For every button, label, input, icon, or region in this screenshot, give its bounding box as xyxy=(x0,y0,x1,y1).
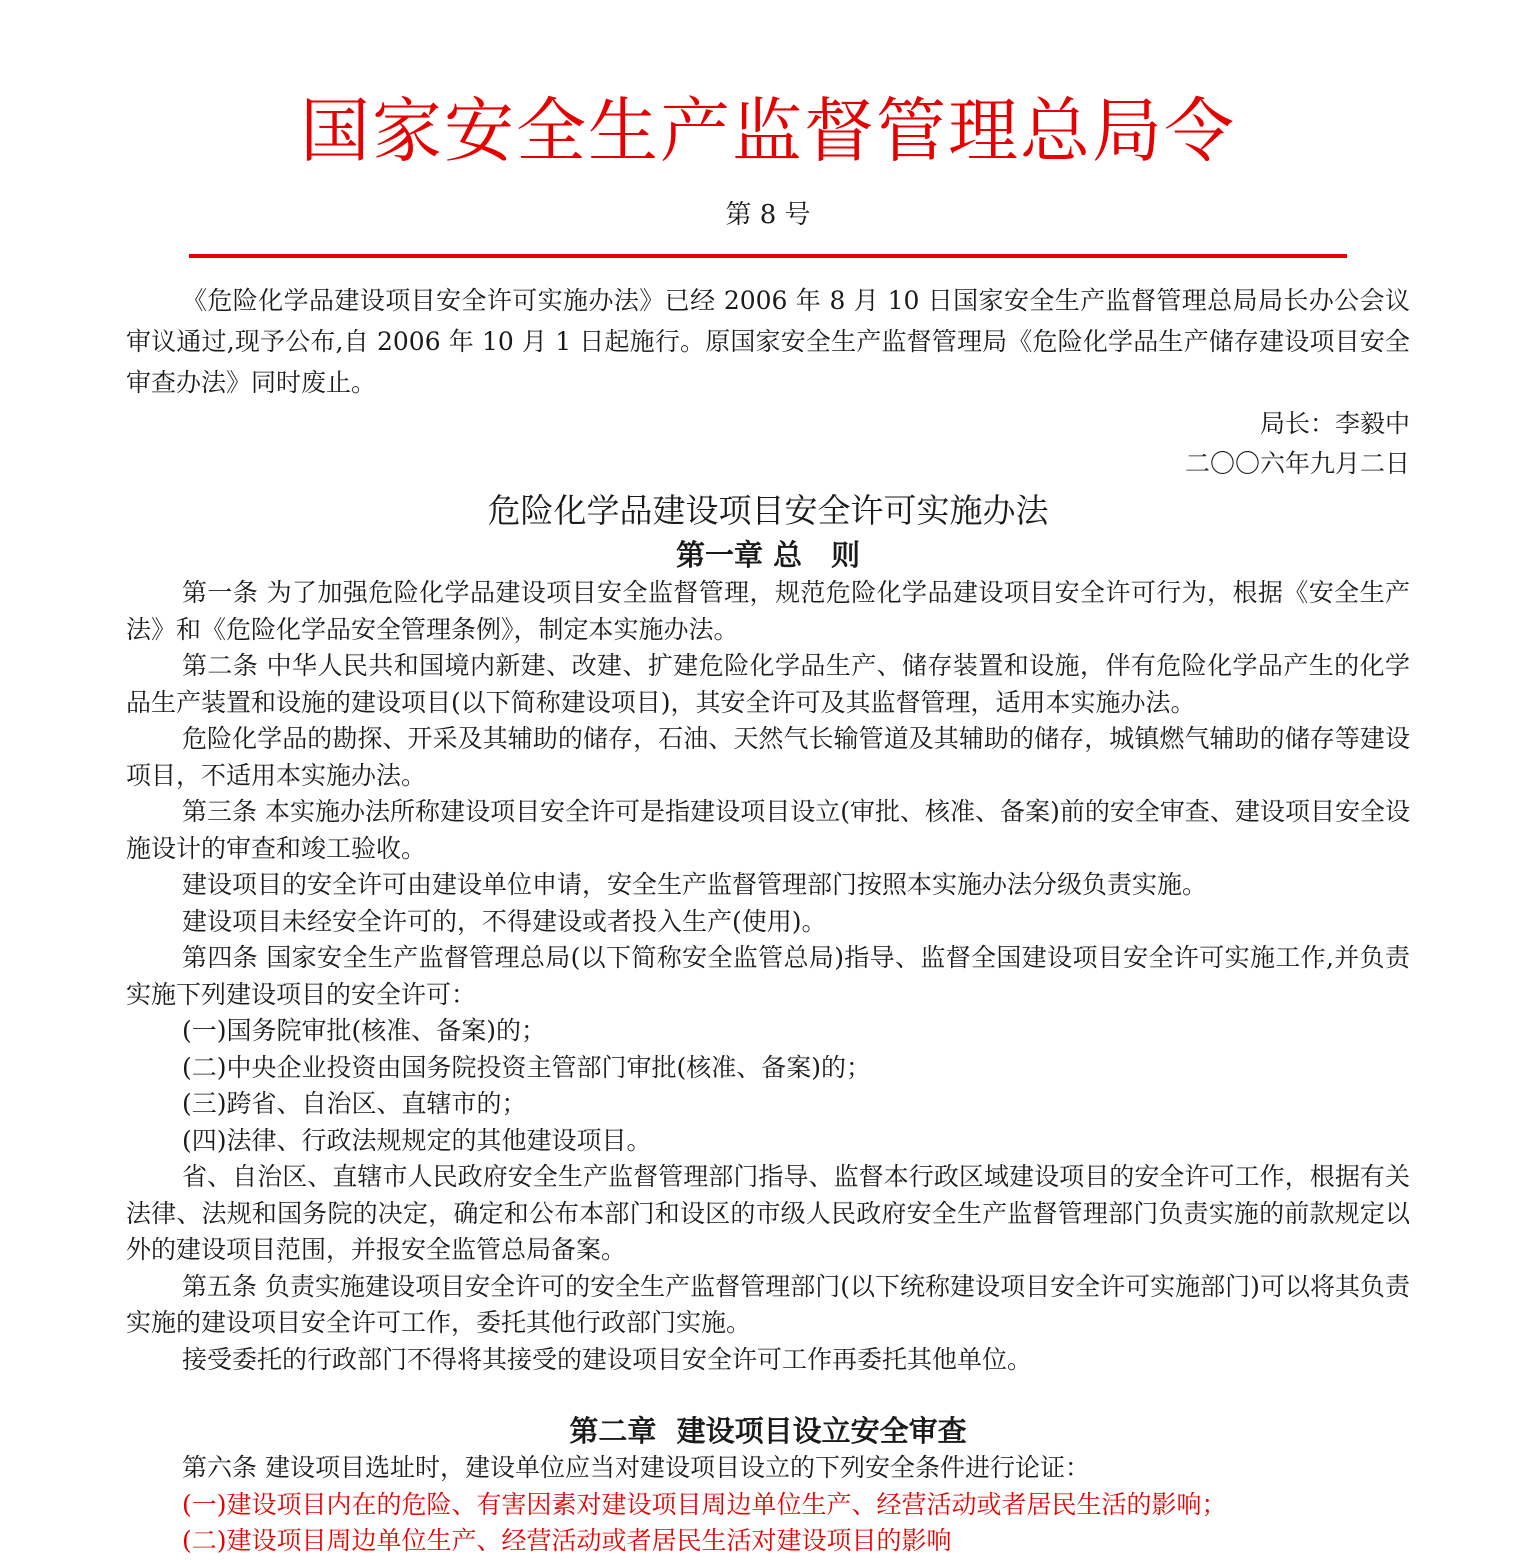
director-signature: 局长：李毅中 xyxy=(1259,409,1410,438)
chapter-2-body xyxy=(126,1450,1410,1560)
article-1: 第一条 为了加强危险化学品建设项目安全监督管理，规范危险化学品建设项目安全许可行为，根据《安全生产法》和《危险化学品安全管理条例》，制定本实施办法。 xyxy=(126,578,1410,644)
article-6-item-2: (二)建设项目周边单位生产、经营活动或者居民生活对建设项目的影响 xyxy=(182,1526,952,1555)
preamble-paragraph: 《危险化学品建设项目安全许可实施办法》已经 2006 年 8 月 10 日国家安全生产监督管理总局局长办公会议审议通过,现予公布,自 2006 年 10 月 1 日起施行。原国家安全生产监督管理局《危险化学品生产储存建设项目安全审查办法》同时废止。 xyxy=(126,286,1410,397)
chapter-1-heading: 第一章 总 则 xyxy=(675,538,861,572)
article-5-paragraph-2: 接受委托的行政部门不得将其接受的建设项目安全许可工作再委托其他单位。 xyxy=(182,1344,1033,1374)
article-5: 第五条 负责实施建设项目安全许可的安全生产监督管理部门(以下统称建设项目安全许可实施部门)可以将其负责实施的建设项目安全许可工作，委托其他行政部门实施。 xyxy=(126,1271,1410,1337)
article-6-item-1: (一)建设项目内在的危险、有害因素对建设项目周边单位生产、经营活动或者居民生活的影响； xyxy=(182,1489,1227,1519)
article-3-paragraph-2: 建设项目的安全许可由建设单位申请，安全生产监督管理部门按照本实施办法分级负责实施。 xyxy=(182,870,1208,899)
article-4-paragraph-2: 省、自治区、直辖市人民政府安全生产监督管理部门指导、监督本行政区域建设项目的安全许可工作，根据有关法律、法规和国务院的决定，确定和公布本部门和设区的市级人民政府安全生产监督管理部门负责实施的前款规定以外的建设项目范围，并报安全监管总局备案。 xyxy=(126,1162,1410,1264)
article-4-item-4: (四)法律、行政法规规定的其他建设项目。 xyxy=(182,1125,652,1155)
article-2: 第二条 中华人民共和国境内新建、改建、扩建危险化学品生产、储存装置和设施，伴有危险化学品产生的化学品生产装置和设施的建设项目(以下简称建设项目)，其安全许可及其监督管理，适用本实施办法。 xyxy=(126,651,1410,717)
chapter-1-body xyxy=(126,575,1410,1378)
decree-title: 国家安全生产监督管理总局令 xyxy=(300,90,1236,172)
article-3: 第三条 本实施办法所称建设项目安全许可是指建设项目设立(审批、核准、备案)前的安全审查、建设项目安全设施设计的审查和竣工验收。 xyxy=(126,797,1410,863)
article-4-item-2: (二)中央企业投资由国务院投资主管部门审批(核准、备案)的； xyxy=(182,1052,872,1082)
red-divider xyxy=(189,254,1347,258)
article-4-item-1: (一)国务院审批(核准、备案)的； xyxy=(182,1016,547,1045)
document-title: 危险化学品建设项目安全许可实施办法 xyxy=(487,491,1049,530)
article-4-item-3: (三)跨省、自治区、直辖市的； xyxy=(182,1089,527,1118)
article-6: 第六条 建设项目选址时，建设单位应当对建设项目设立的下列安全条件进行论证： xyxy=(182,1453,1090,1482)
decree-number: 第 8 号 xyxy=(725,200,811,230)
signature-date: 二〇〇六年九月二日 xyxy=(1184,449,1410,478)
article-4: 第四条 国家安全生产监督管理总局(以下简称安全监管总局)指导、监督全国建设项目安全许可实施工作,并负责实施下列建设项目的安全许可： xyxy=(126,943,1410,1009)
article-3-paragraph-3: 建设项目未经安全许可的，不得建设或者投入生产(使用)。 xyxy=(182,906,827,936)
article-2-paragraph-2: 危险化学品的勘探、开采及其辅助的储存，石油、天然气长输管道及其辅助的储存，城镇燃气辅助的储存等建设项目，不适用本实施办法。 xyxy=(126,724,1410,790)
chapter-2-heading: 第二章 建设项目设立安全审查 xyxy=(569,1414,967,1448)
